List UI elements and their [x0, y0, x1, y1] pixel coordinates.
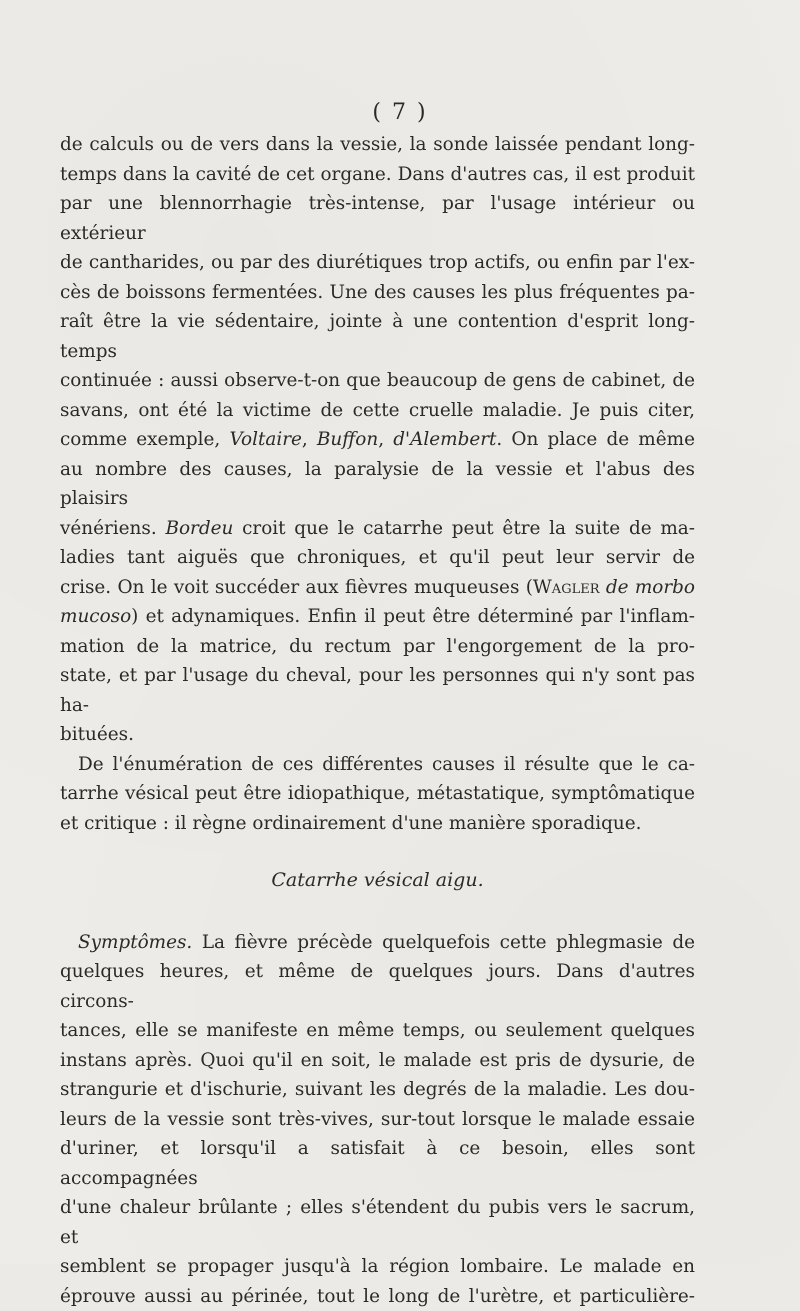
author-name: Voltaire	[229, 429, 301, 450]
text-line: continuée : aussi observe-t-on que beaucoup de gens de cabinet, de	[60, 366, 695, 396]
author-name: Bordeu	[165, 518, 233, 539]
author-name: d'Alembert	[393, 429, 496, 450]
text-line: leurs de la vessie sont très-vives, sur-tout lorsque le malade essaie	[60, 1105, 695, 1135]
text-line: comme exemple, Voltaire, Buffon, d'Alembert. On place de même	[60, 425, 695, 455]
page-number: ( 7 )	[0, 100, 800, 125]
text-line: crise. On le voit succéder aux fièvres muqueuses (Wagler de morbo	[60, 573, 695, 603]
text-line: et critique : il règne ordinairement d'une manière sporadique.	[60, 809, 695, 839]
text-line: temps dans la cavité de cet organe. Dans d'autres cas, il est produit	[60, 160, 695, 190]
text-line: vénériens. Bordeu croit que le catarrhe peut être la suite de ma-	[60, 514, 695, 544]
text-line: raît être la vie sédentaire, jointe à une contention d'esprit long-temps	[60, 307, 695, 366]
text-line: tances, elle se manifeste en même temps, ou seulement quelques	[60, 1016, 695, 1046]
text-line: Symptômes. La fièvre précède quelquefois cette phlegmasie de	[60, 928, 695, 958]
text-line: de calculs ou de vers dans la vessie, la sonde laissée pendant long-	[60, 130, 695, 160]
text-line: quelques heures, et même de quelques jours. Dans d'autres circons-	[60, 957, 695, 1016]
author-name: Wagler	[533, 577, 600, 598]
text-line: state, et par l'usage du cheval, pour les personnes qui n'y sont pas ha-	[60, 661, 695, 720]
text-line: mucoso) et adynamiques. Enfin il peut être déterminé par l'inflam-	[60, 602, 695, 632]
work-title: mucoso	[60, 606, 131, 627]
text-line: bituées.	[60, 720, 695, 750]
text-line: d'uriner, et lorsqu'il a satisfait à ce besoin, elles sont accompagnées	[60, 1134, 695, 1193]
text-line: cès de boissons fermentées. Une des causes les plus fréquentes pa-	[60, 278, 695, 308]
text-line: strangurie et d'ischurie, suivant les degrés de la maladie. Les dou-	[60, 1075, 695, 1105]
text-line: au nombre des causes, la paralysie de la vessie et l'abus des plaisirs	[60, 455, 695, 514]
text-line: tarrhe vésical peut être idiopathique, métastatique, symptômatique	[60, 779, 695, 809]
text-line: instans après. Quoi qu'il en soit, le malade est pris de dysurie, de	[60, 1046, 695, 1076]
text-line: De l'énumération de ces différentes causes il résulte que le ca-	[60, 750, 695, 780]
text-line: de cantharides, ou par des diurétiques trop actifs, ou enfin par l'ex-	[60, 248, 695, 278]
section-label: Symptômes.	[78, 932, 192, 953]
text-line: savans, ont été la victime de cette cruelle maladie. Je puis citer,	[60, 396, 695, 426]
author-name: Buffon	[317, 429, 378, 450]
body-text	[60, 130, 695, 1311]
text-line: éprouve aussi au périnée, tout le long de l'urètre, et particulière-	[60, 1282, 695, 1311]
text-line: semblent se propager jusqu'à la région lombaire. Le malade en	[60, 1252, 695, 1282]
text-line: mation de la matrice, du rectum par l'engorgement de la pro-	[60, 632, 695, 662]
text-line: ladies tant aiguës que chroniques, et qu'il peut leur servir de	[60, 543, 695, 573]
work-title: de morbo	[606, 577, 695, 598]
text-line: d'une chaleur brûlante ; elles s'étendent du pubis vers le sacrum, et	[60, 1193, 695, 1252]
section-heading: Catarrhe vésical aigu.	[60, 866, 695, 896]
text-line: par une blennorrhagie très-intense, par l'usage intérieur ou extérieur	[60, 189, 695, 248]
